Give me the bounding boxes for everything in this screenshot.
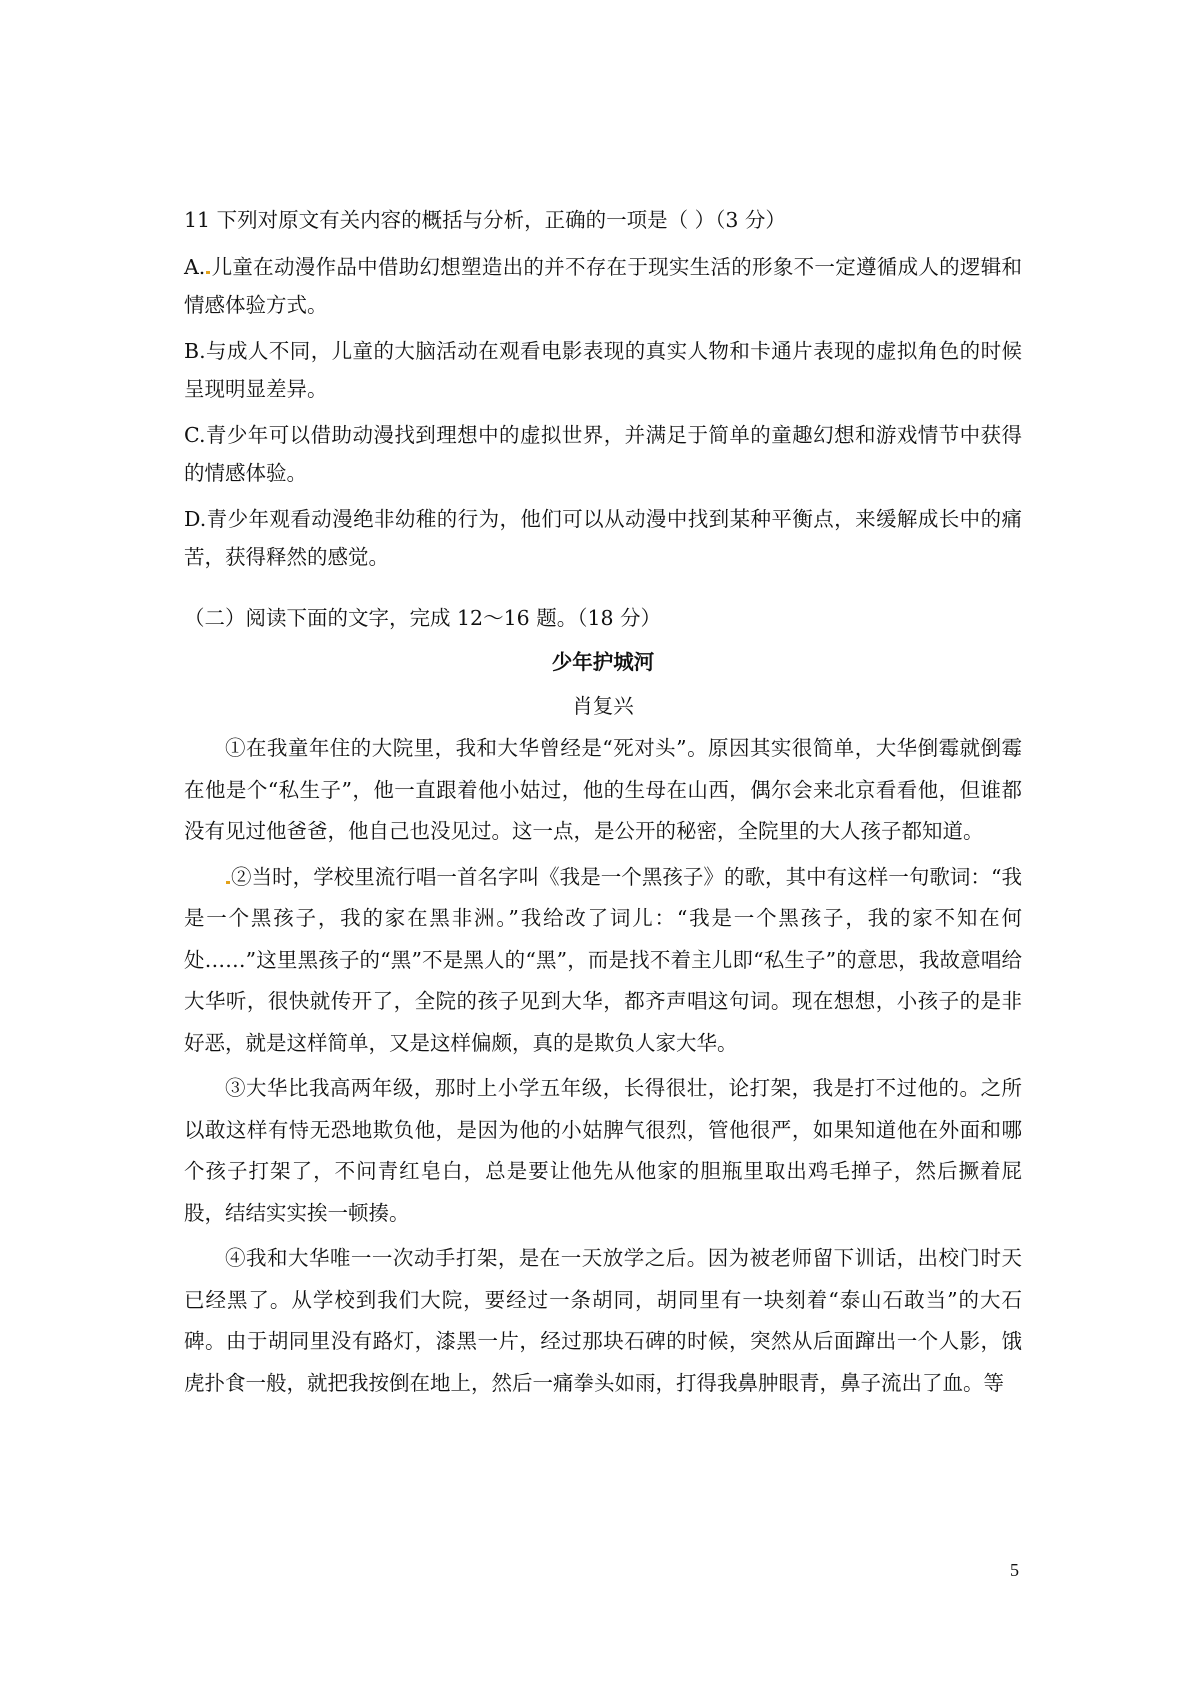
option-a — [184, 248, 1022, 324]
page-content — [184, 200, 1022, 1404]
option-label: C. — [184, 423, 206, 447]
highlight-mark — [226, 881, 230, 884]
option-text: 青少年可以借助动漫找到理想中的虚拟世界，并满足于简单的童趣幻想和游戏情节中获得的情感体验。 — [184, 423, 1022, 485]
option-d — [184, 500, 1022, 576]
option-text: 青少年观看动漫绝非幼稚的行为，他们可以从动漫中找到某种平衡点，来缓解成长中的痛苦，获得释然的感觉。 — [184, 507, 1022, 569]
option-c — [184, 416, 1022, 492]
article-author: 肖复兴 — [572, 694, 634, 718]
option-label: A. — [184, 255, 206, 279]
option-label: B. — [184, 339, 206, 363]
paragraph-3: ③大华比我高两年级，那时上小学五年级，长得很壮，论打架，我是打不过他的。之所以敢这样有恃无恐地欺负他，是因为他的小姑脾气很烈，管他很严，如果知道他在外面和哪个孩子打架了，不问青红皂白，总是要让他先从他家的胆瓶里取出鸡毛掸子，然后撅着屁股，结结实实挨一顿揍。 — [184, 1076, 1022, 1225]
paragraph-2 — [184, 857, 1022, 1065]
paragraph-text: ②当时，学校里流行唱一首名字叫《我是一个黑孩子》的歌，其中有这样一句歌词：“我是一个黑孩子，我的家在黑非洲。”我给改了词儿：“我是一个黑孩子，我的家不知在何处……”这里黑孩子的“黑”不是黑人的“黑”，而是找不着主儿即“私生子”的意思，我故意唱给大华听，很快就传开了，全院的孩子见到大华，都齐声唱这句词。现在想想，小孩子的是非好恶，就是这样简单，又是这样偏颇，真的是欺负人家大华。 — [184, 864, 1022, 1055]
article-title: 少年护城河 — [551, 650, 655, 674]
paragraph-4: ④我和大华唯一一次动手打架，是在一天放学之后。因为被老师留下训话，出校门时天已经黑了。从学校到我们大院，要经过一条胡同，胡同里有一块刻着“泰山石敢当”的大石碑。由于胡同里没有路灯，漆黑一片，经过那块石碑的时候，突然从后面蹿出一个人影，饿虎扑食一般，就把我按倒在地上，然后一痛拳头如雨，打得我鼻肿眼青，鼻子流出了血。等 — [184, 1246, 1022, 1395]
option-label: D. — [184, 507, 207, 531]
option-text: 儿童在动漫作品中借助幻想塑造出的并不存在于现实生活的形象不一定遵循成人的逻辑和情感体验方式。 — [184, 255, 1022, 317]
question-stem: 11 下列对原文有关内容的概括与分析，正确的一项是（ ）（3 分） — [184, 208, 786, 232]
page-number: 5 — [1010, 1560, 1019, 1580]
option-b — [184, 332, 1022, 408]
highlight-mark — [206, 271, 210, 274]
option-text: 与成人不同，儿童的大脑活动在观看电影表现的真实人物和卡通片表现的虚拟角色的时候呈现明显差异。 — [184, 339, 1022, 401]
paragraph-1: ①在我童年住的大院里，我和大华曾经是“死对头”。原因其实很简单，大华倒霉就倒霉在他是个“私生子”，他一直跟着他小姑过，他的生母在山西，偶尔会来北京看看他，但谁都没有见过他爸爸，他自己也没见过。这一点，是公开的秘密，全院里的大人孩子都知道。 — [184, 736, 1022, 843]
section-heading: （二）阅读下面的文字，完成 12～16 题。（18 分） — [184, 606, 662, 630]
